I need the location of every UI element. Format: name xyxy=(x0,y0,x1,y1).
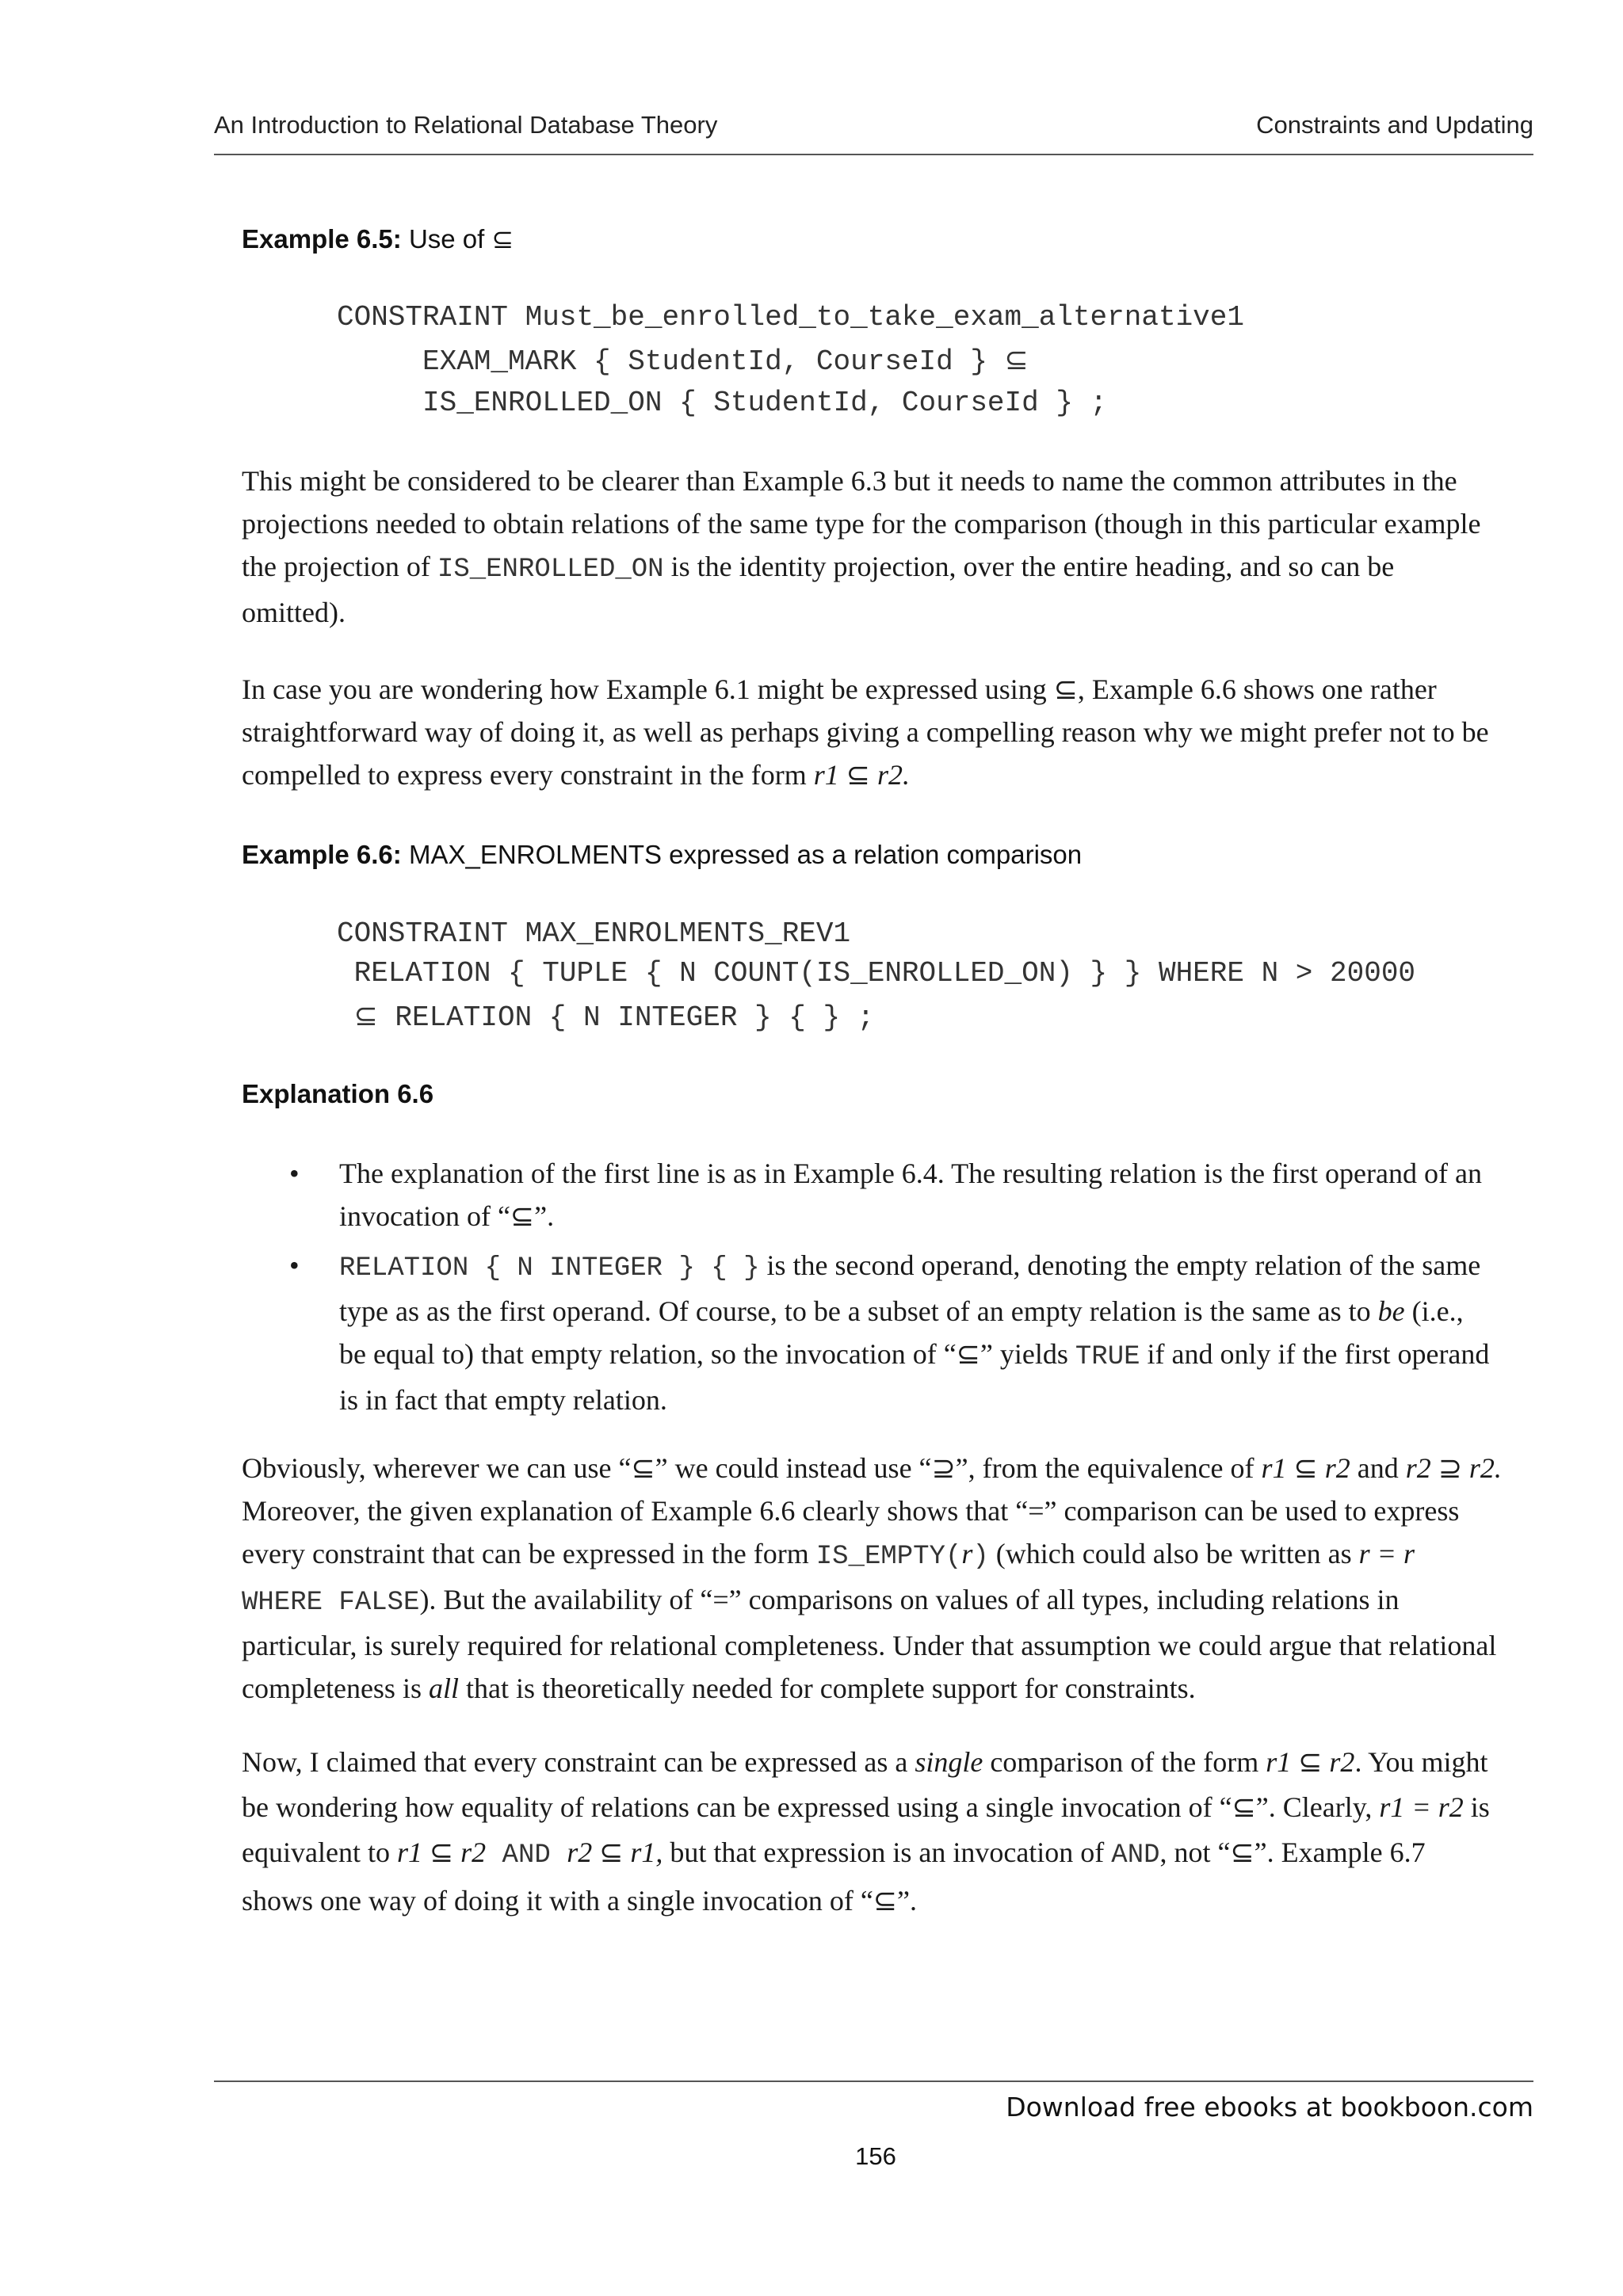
page-number: 156 xyxy=(855,2142,896,2170)
paragraph: In case you are wondering how Example 6.1 might be expressed using ⊆, Example 6.6 shows one rather straightforward way of doing it, as well as perhaps giving a compelling reason why we might prefer not to be compelled to express every constraint in the form r1 ⊆ r2. xyxy=(242,673,1489,791)
code-line: ⊆ RELATION { N INTEGER } { } ; xyxy=(337,1001,875,1034)
explanation-heading: Explanation 6.6 xyxy=(242,1079,434,1108)
code-line: CONSTRAINT MAX_ENROLMENTS_REV1 xyxy=(337,917,851,950)
header-rule xyxy=(214,154,1533,155)
inline-code: AND xyxy=(1111,1840,1160,1871)
running-header-chapter: Constraints and Updating xyxy=(1256,111,1533,139)
running-header-title: An Introduction to Relational Database Theory xyxy=(214,111,718,139)
code-line: EXAM_MARK { StudentId, CourseId } ⊆ xyxy=(337,345,1029,378)
bullet-item: RELATION { N INTEGER } { } is the second operand, denoting the empty relation of the same type as as the first operand. Of course, to be a subset of an empty relation is the same as to be (i.e., be equal to) that empty relation, so the invocation of “⊆” yields TRUE if and only if the first operand is in fact that empty relation. xyxy=(339,1249,1490,1416)
example-label: Example 6.6: xyxy=(242,840,402,869)
inline-code: WHERE FALSE xyxy=(242,1588,420,1618)
inline-code: IS_ENROLLED_ON xyxy=(437,555,664,585)
inline-code: IS_EMPTY( xyxy=(815,1542,962,1572)
inline-code: RELATION { N INTEGER } { } xyxy=(339,1253,760,1283)
paragraph: This might be considered to be clearer than Example 6.3 but it needs to name the common attributes in the projections needed to obtain relations of the same type for the comparison (though in this particular example the projection of IS_ENROLLED_ON is the identity projection, over the entire heading, and so can be omitted). xyxy=(242,465,1481,628)
example-6-5-caption xyxy=(242,223,514,254)
code-line: RELATION { TUPLE { N COUNT(IS_ENROLLED_ON) } } WHERE N > 20000 xyxy=(337,957,1416,990)
example-title: Use of ⊆ xyxy=(408,224,514,254)
bullet-marker: • xyxy=(289,1249,300,1281)
example-label: Example 6.5: xyxy=(242,224,402,254)
example-6-6-caption xyxy=(242,840,1082,870)
bullet-marker: • xyxy=(289,1158,300,1189)
code-line: IS_ENROLLED_ON { StudentId, CourseId } ; xyxy=(337,387,1108,419)
footer-rule xyxy=(214,2081,1533,2082)
bullet-item: The explanation of the first line is as in Example 6.4. The resulting relation is the first operand of an invocation of “⊆”. xyxy=(339,1158,1482,1232)
footer-link[interactable]: Download free ebooks at bookboon.com xyxy=(1006,2092,1533,2122)
code-line: CONSTRAINT Must_be_enrolled_to_take_exam_alternative1 xyxy=(337,301,1244,334)
paragraph: Now, I claimed that every constraint can be expressed as a single comparison of the form r1 ⊆ r2. You might be wondering how equality of relations can be expressed using a single invocation of “⊆”. Clearly, r1 = r2 is equivalent to r1 ⊆ r2 AND r2 ⊆ r1, but that expression is an invocation of AND, not “⊆”. Example 6.7 shows one way of doing it with a single invocation of “⊆”. xyxy=(242,1746,1490,1917)
paragraph: Obviously, wherever we can use “⊆” we could instead use “⊇”, from the equivalence of r1 ⊆ r2 and r2 ⊇ r2. Moreover, the given explanation of Example 6.6 clearly shows that “=” comparison can be used to express every constraint that can be expressed in the form IS_EMPTY(r) (which could also be written as r = r WHERE FALSE). But the availability of “=” comparisons on values of all types, including relations in particular, is surely required for relational completeness. Under that assumption we could argue that relational completeness is all that is theoretically needed for complete support for constraints. xyxy=(242,1452,1502,1704)
inline-code: TRUE xyxy=(1075,1342,1140,1372)
example-title: MAX_ENROLMENTS expressed as a relation comparison xyxy=(408,840,1083,869)
